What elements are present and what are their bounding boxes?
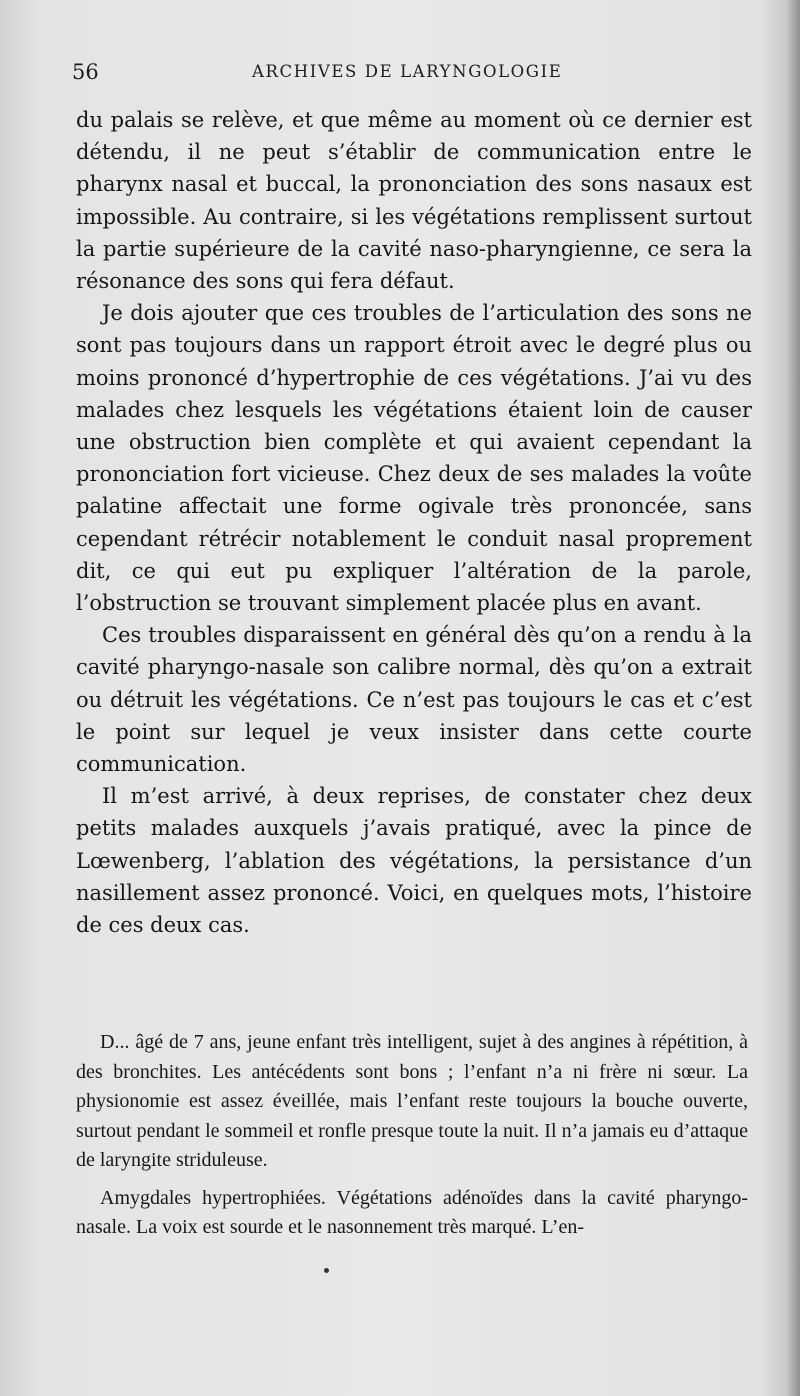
- case-paragraph: Amygdales hypertrophiées. Végétations adénoïdes dans la cavité pharyngo-nasale. La voix est sourde et le nasonnement très marqué. L’en-: [76, 1186, 748, 1238]
- case-report: [76, 1028, 748, 1243]
- page-header: [72, 60, 752, 90]
- main-text: [76, 104, 752, 941]
- paragraph: du palais se relève, et que même au moment où ce dernier est détendu, il ne peut s’établir de communication entre le pharynx nasal et buccal, la prononciation des sons nasaux est impossible. Au contraire, si les végétations remplissent surtout la partie supérieure de la cavité naso-pharyngienne, ce sera la résonance des sons qui fera défaut.: [76, 108, 752, 294]
- page-number: 56: [72, 60, 99, 84]
- paragraph: Je dois ajouter que ces troubles de l’articulation des sons ne sont pas toujours dans un rapport étroit avec le degré plus ou moins prononcé d’hypertrophie de ces végétations. J’ai vu des malades chez lesquels les végétations étaient loin de causer une obstruction bien complète et qui avaient cependant la prononciation fort vicieuse. Chez deux de ses malades la voûte palatine affectait une forme ogivale très prononcée, sans cependant rétrécir notablement le conduit nasal proprement dit, ce qui eut pu expliquer l’altération de la parole, l’obstruction se trouvant simplement placée plus en avant.: [76, 301, 752, 616]
- running-title: ARCHIVES DE LARYNGOLOGIE: [252, 62, 563, 81]
- page-edge-shadow: [786, 0, 800, 1396]
- case-paragraph: D... âgé de 7 ans, jeune enfant très intelligent, sujet à des angines à répétition, à des bronchites. Les antécédents sont bons ; l’enfant n’a ni frère ni sœur. La physionomie est assez éveillée, mais l’enfant reste toujours la bouche ouverte, surtout pendant le sommeil et ronfle presque toute la nuit. Il n’a jamais eu d’attaque de laryngite striduleuse.: [76, 1031, 748, 1171]
- paragraph: Ces troubles disparaissent en général dès qu’on a rendu à la cavité pharyngo-nasale son calibre normal, dès qu’on a extrait ou détruit les végétations. Ce n’est pas toujours le cas et c’est le point sur lequel je veux insister dans cette courte communication.: [76, 623, 752, 777]
- print-speck: [324, 1268, 329, 1273]
- paragraph: Il m’est arrivé, à deux reprises, de constater chez deux petits malades auxquels j’avais pratiqué, avec la pince de Lœwenberg, l’ablation des végétations, la persistance d’un nasillement assez prononcé. Voici, en quelques mots, l’histoire de ces deux cas.: [76, 784, 752, 938]
